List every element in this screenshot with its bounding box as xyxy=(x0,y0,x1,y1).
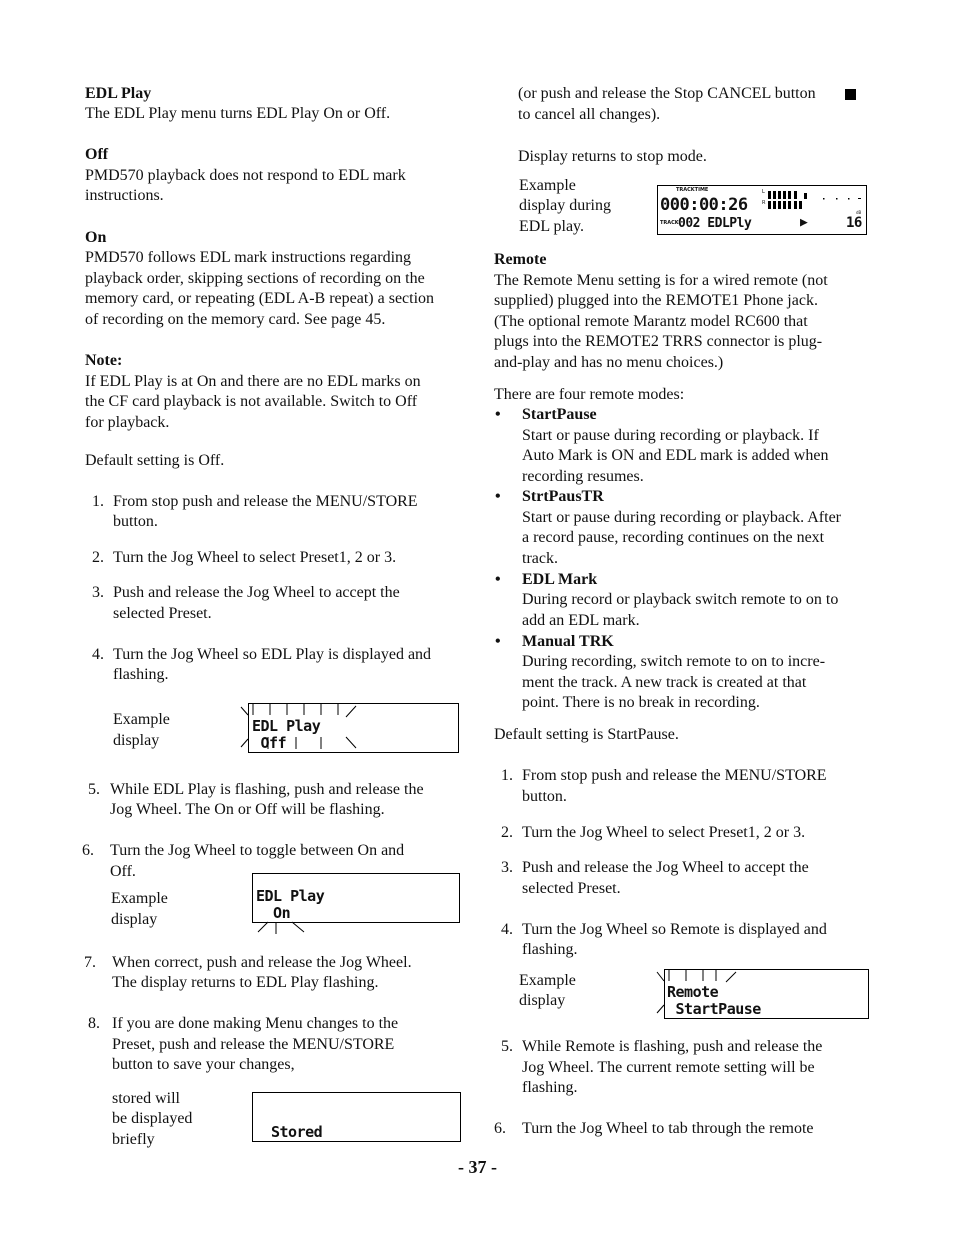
cancel-line: to cancel all changes). xyxy=(518,106,661,123)
default-setting: Default setting is Off. xyxy=(85,452,225,469)
remote-line: supplied) plugged into the REMOTE1 Phone jack. xyxy=(494,292,818,309)
step-number: 4. xyxy=(501,921,513,938)
example-label: Example xyxy=(111,890,168,907)
off-heading: Off xyxy=(85,146,109,163)
stop-square-icon xyxy=(845,89,856,100)
cancel-line: (or push and release the Stop CANCEL button xyxy=(518,85,816,102)
remote-line: The Remote Menu setting is for a wired remote (not xyxy=(494,272,828,289)
step-text: button to save your changes, xyxy=(112,1056,295,1073)
flash-lines-icon xyxy=(654,969,744,1019)
step-number: 4. xyxy=(92,646,104,663)
page-number: - 37 - xyxy=(458,1157,497,1177)
on-line: of recording on the memory card. See page 45. xyxy=(85,311,386,328)
example-label: display xyxy=(519,992,566,1009)
on-heading: On xyxy=(85,229,107,246)
mode-desc: recording resumes. xyxy=(522,468,644,485)
count-readout: 16 xyxy=(846,215,862,231)
step-number: 5. xyxy=(501,1038,513,1055)
db-label: dB xyxy=(856,210,862,215)
step-number: 6. xyxy=(82,842,94,859)
step-number: 1. xyxy=(92,493,104,510)
flash-lines-icon xyxy=(252,918,312,936)
off-line: PMD570 playback does not respond to EDL mark xyxy=(85,167,406,184)
mode-desc: Start or pause during recording or playback. If xyxy=(522,427,819,444)
step-text: selected Preset. xyxy=(522,880,621,897)
remote-line: plugs into the REMOTE2 TRRS connector is plug- xyxy=(494,333,823,350)
step-number: 7. xyxy=(84,954,96,971)
step-text: flashing. xyxy=(522,1079,578,1096)
lcd-line: Remote xyxy=(667,983,719,1001)
stored-label: stored will xyxy=(112,1090,180,1107)
step-text: If you are done making Menu changes to the xyxy=(112,1015,399,1032)
time-readout: 000:00:26 xyxy=(660,195,748,215)
level-meter-icon xyxy=(768,189,864,211)
step-number: 6. xyxy=(494,1120,506,1137)
example-edl-label: EDL play. xyxy=(519,218,585,235)
track-readout: 002 EDLPly xyxy=(678,216,752,231)
mode-name: StrtPausTR xyxy=(522,488,604,505)
mode-desc: a record pause, recording continues on the next xyxy=(522,529,825,546)
tracktime-label: TRACKTIME xyxy=(676,187,709,193)
step-text: selected Preset. xyxy=(113,605,212,622)
step-text: From stop push and release the MENU/STORE xyxy=(522,767,827,784)
mode-name: Manual TRK xyxy=(522,633,614,650)
edl-play-heading: EDL Play xyxy=(85,85,152,102)
edl-play-intro: The EDL Play menu turns EDL Play On or Off. xyxy=(85,105,391,122)
step-text: flashing. xyxy=(522,941,578,958)
note-line: for playback. xyxy=(85,414,170,431)
four-modes-intro: There are four remote modes: xyxy=(494,386,685,403)
example-label: Example xyxy=(113,711,170,728)
off-line: instructions. xyxy=(85,187,164,204)
lcd-line: EDL Play xyxy=(252,717,321,735)
on-line: playback order, skipping sections of recording on the xyxy=(85,270,425,287)
step-text: Turn the Jog Wheel to select Preset1, 2 or 3. xyxy=(113,549,397,566)
step-number: 2. xyxy=(92,549,104,566)
step-text: button. xyxy=(113,513,158,530)
example-edl-label: display during xyxy=(519,197,611,214)
step-number: 3. xyxy=(501,859,513,876)
track-label: TRACK xyxy=(660,220,679,226)
step-text: Turn the Jog Wheel to select Preset1, 2 or 3. xyxy=(522,824,806,841)
mode-desc: add an EDL mark. xyxy=(522,612,640,629)
note-heading: Note: xyxy=(85,352,123,369)
example-label: Example xyxy=(519,972,576,989)
step-text: button. xyxy=(522,788,567,805)
step-text: While Remote is flashing, push and release the xyxy=(522,1038,823,1055)
step-text: Turn the Jog Wheel so EDL Play is displayed and xyxy=(113,646,432,663)
lcd-line: Stored xyxy=(271,1123,323,1141)
step-number: 2. xyxy=(501,824,513,841)
step-text: flashing. xyxy=(113,666,169,683)
on-line: PMD570 follows EDL mark instructions regarding xyxy=(85,249,412,266)
mode-name: EDL Mark xyxy=(522,571,598,588)
on-line: memory card, or repeating (EDL A-B repeat) a section xyxy=(85,290,435,307)
bullet: • xyxy=(495,406,501,423)
example-label: display xyxy=(113,732,160,749)
bullet: • xyxy=(495,633,501,650)
bullet: • xyxy=(495,571,501,588)
note-line: If EDL Play is at On and there are no EDL marks on xyxy=(85,373,421,390)
step-number: 1. xyxy=(501,767,513,784)
step-text: When correct, push and release the Jog Wheel. xyxy=(112,954,412,971)
step-text: Push and release the Jog Wheel to accept the xyxy=(113,584,400,601)
mode-desc: ment the track. A new track is created at that xyxy=(522,674,807,691)
example-label: display xyxy=(111,911,158,928)
step-number: 5. xyxy=(88,781,100,798)
play-icon: ▶ xyxy=(800,215,808,230)
step-text: The display returns to EDL Play flashing. xyxy=(112,974,379,991)
lcd-line: EDL Play xyxy=(256,887,325,905)
lcd-line: On xyxy=(256,904,291,922)
note-line: the CF card playback is not available. Switch to Off xyxy=(85,393,418,410)
meter-right-label: R xyxy=(762,200,766,206)
mode-desc: track. xyxy=(522,550,558,567)
step-text: Jog Wheel. The On or Off will be flashing. xyxy=(110,801,385,818)
default-setting: Default setting is StartPause. xyxy=(494,726,679,743)
step-text: Off. xyxy=(110,863,136,880)
step-text: Turn the Jog Wheel to tab through the remote xyxy=(522,1120,814,1137)
flash-lines-icon xyxy=(238,703,368,753)
bullet: • xyxy=(495,488,501,505)
remote-heading: Remote xyxy=(494,251,547,268)
step-text: From stop push and release the MENU/STORE xyxy=(113,493,418,510)
step-number: 3. xyxy=(92,584,104,601)
step-text: Jog Wheel. The current remote setting will be xyxy=(522,1059,815,1076)
lcd-line: StartPause xyxy=(667,1000,761,1018)
mode-desc: During record or playback switch remote to on to xyxy=(522,591,839,608)
mode-name: StartPause xyxy=(522,406,597,423)
example-edl-label: Example xyxy=(519,177,576,194)
mode-desc: point. There is no break in recording. xyxy=(522,694,760,711)
status-display xyxy=(657,185,867,235)
mode-desc: Start or pause during recording or playback. After xyxy=(522,509,842,526)
remote-line: (The optional remote Marantz model RC600 that xyxy=(494,313,808,330)
stored-label: briefly xyxy=(112,1131,155,1148)
meter-left-label: L xyxy=(762,189,765,195)
step-text: Turn the Jog Wheel so Remote is displayed and xyxy=(522,921,827,938)
step-text: While EDL Play is flashing, push and release the xyxy=(110,781,424,798)
display-returns: Display returns to stop mode. xyxy=(518,148,707,165)
mode-desc: During recording, switch remote to on to incre- xyxy=(522,653,826,670)
remote-line: and-play and has no menu choices.) xyxy=(494,354,724,371)
lcd-line: Off xyxy=(252,734,287,752)
step-text: Turn the Jog Wheel to toggle between On and xyxy=(110,842,405,859)
lcd-display-edl-play-on xyxy=(252,873,460,923)
step-text: Preset, push and release the MENU/STORE xyxy=(112,1036,395,1053)
step-text: Push and release the Jog Wheel to accept the xyxy=(522,859,809,876)
lcd-display-stored xyxy=(252,1092,461,1142)
step-number: 8. xyxy=(88,1015,100,1032)
stored-label: be displayed xyxy=(112,1110,193,1127)
mode-desc: Auto Mark is ON and EDL mark is added when xyxy=(522,447,829,464)
